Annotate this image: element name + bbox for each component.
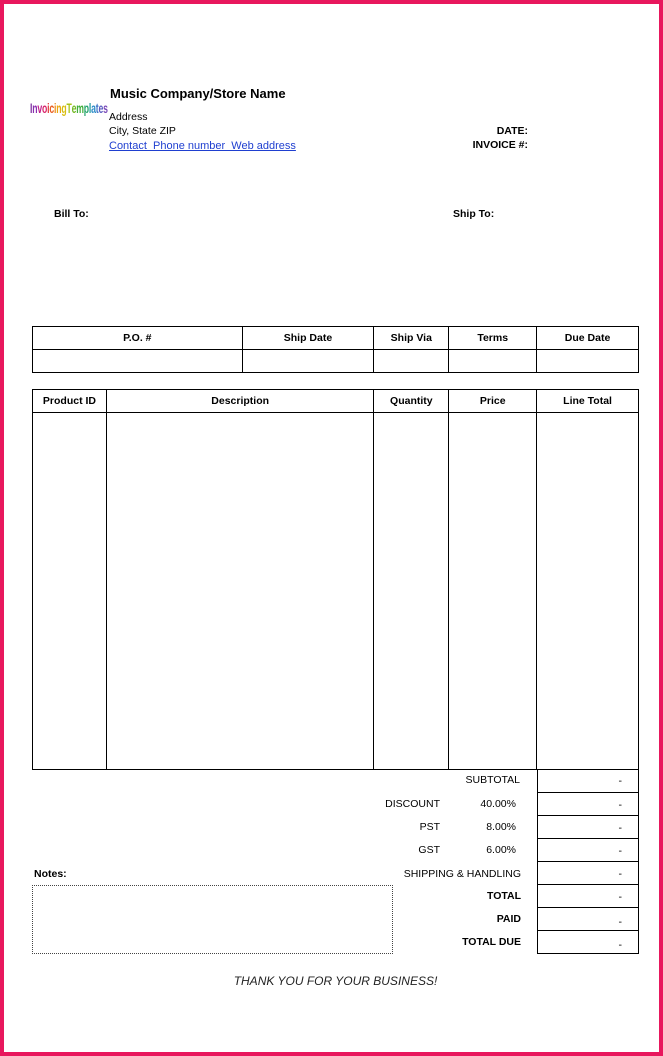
po-number-header: P.O. # xyxy=(33,327,243,350)
ship-via-header: Ship Via xyxy=(374,327,449,350)
company-contact-link[interactable]: Contact Phone number Web address xyxy=(109,140,296,152)
company-address: Address xyxy=(109,111,148,123)
date-label: DATE: xyxy=(496,125,528,137)
thank-you-footer: THANK YOU FOR YOUR BUSINESS! xyxy=(233,974,438,988)
po-number-cell[interactable] xyxy=(33,350,243,373)
terms-cell[interactable] xyxy=(449,350,537,373)
total-due-label: TOTAL DUE xyxy=(462,936,521,948)
ship-to-label: Ship To: xyxy=(453,208,495,220)
line-items-table xyxy=(32,389,639,770)
order-info-table xyxy=(32,326,639,373)
gst-rate: 6.00% xyxy=(486,844,516,856)
product-id-column[interactable] xyxy=(33,413,107,770)
ship-date-cell[interactable] xyxy=(242,350,374,373)
gst-value[interactable]: - xyxy=(537,838,639,862)
notes-label: Notes: xyxy=(34,868,67,880)
notes-field[interactable] xyxy=(32,885,393,954)
gst-label: GST xyxy=(418,844,440,856)
due-date-cell[interactable] xyxy=(537,350,639,373)
company-name: Music Company/Store Name xyxy=(110,86,286,101)
description-header: Description xyxy=(106,390,373,413)
line-total-header: Line Total xyxy=(537,390,639,413)
pst-rate: 8.00% xyxy=(486,821,516,833)
price-header: Price xyxy=(449,390,537,413)
product-id-header: Product ID xyxy=(33,390,107,413)
shipping-label: SHIPPING & HANDLING xyxy=(403,868,521,880)
subtotal-value[interactable]: - xyxy=(537,769,639,793)
discount-rate: 40.00% xyxy=(480,798,516,810)
quantity-header: Quantity xyxy=(374,390,449,413)
discount-value[interactable]: - xyxy=(537,792,639,816)
discount-label: DISCOUNT xyxy=(385,798,440,810)
due-date-header: Due Date xyxy=(537,327,639,350)
line-total-column[interactable] xyxy=(537,413,639,770)
pst-value[interactable]: - xyxy=(537,815,639,839)
bill-to-label: Bill To: xyxy=(54,208,89,220)
pst-label: PST xyxy=(419,821,440,833)
paid-value[interactable]: - xyxy=(537,907,639,931)
quantity-column[interactable] xyxy=(374,413,449,770)
terms-header: Terms xyxy=(449,327,537,350)
total-value[interactable]: - xyxy=(537,884,639,908)
shipping-value[interactable]: - xyxy=(537,861,639,885)
total-due-value[interactable]: - xyxy=(537,930,639,954)
price-column[interactable] xyxy=(449,413,537,770)
subtotal-label: SUBTOTAL xyxy=(465,774,520,786)
company-city-line: City, State ZIP xyxy=(109,125,176,137)
total-label: TOTAL xyxy=(486,890,521,902)
paid-label: PAID xyxy=(496,913,521,925)
ship-via-cell[interactable] xyxy=(374,350,449,373)
company-logo: InvoicingTemplates xyxy=(30,100,108,116)
invoice-number-label: INVOICE #: xyxy=(472,139,528,151)
ship-date-header: Ship Date xyxy=(242,327,374,350)
description-column[interactable] xyxy=(106,413,373,770)
